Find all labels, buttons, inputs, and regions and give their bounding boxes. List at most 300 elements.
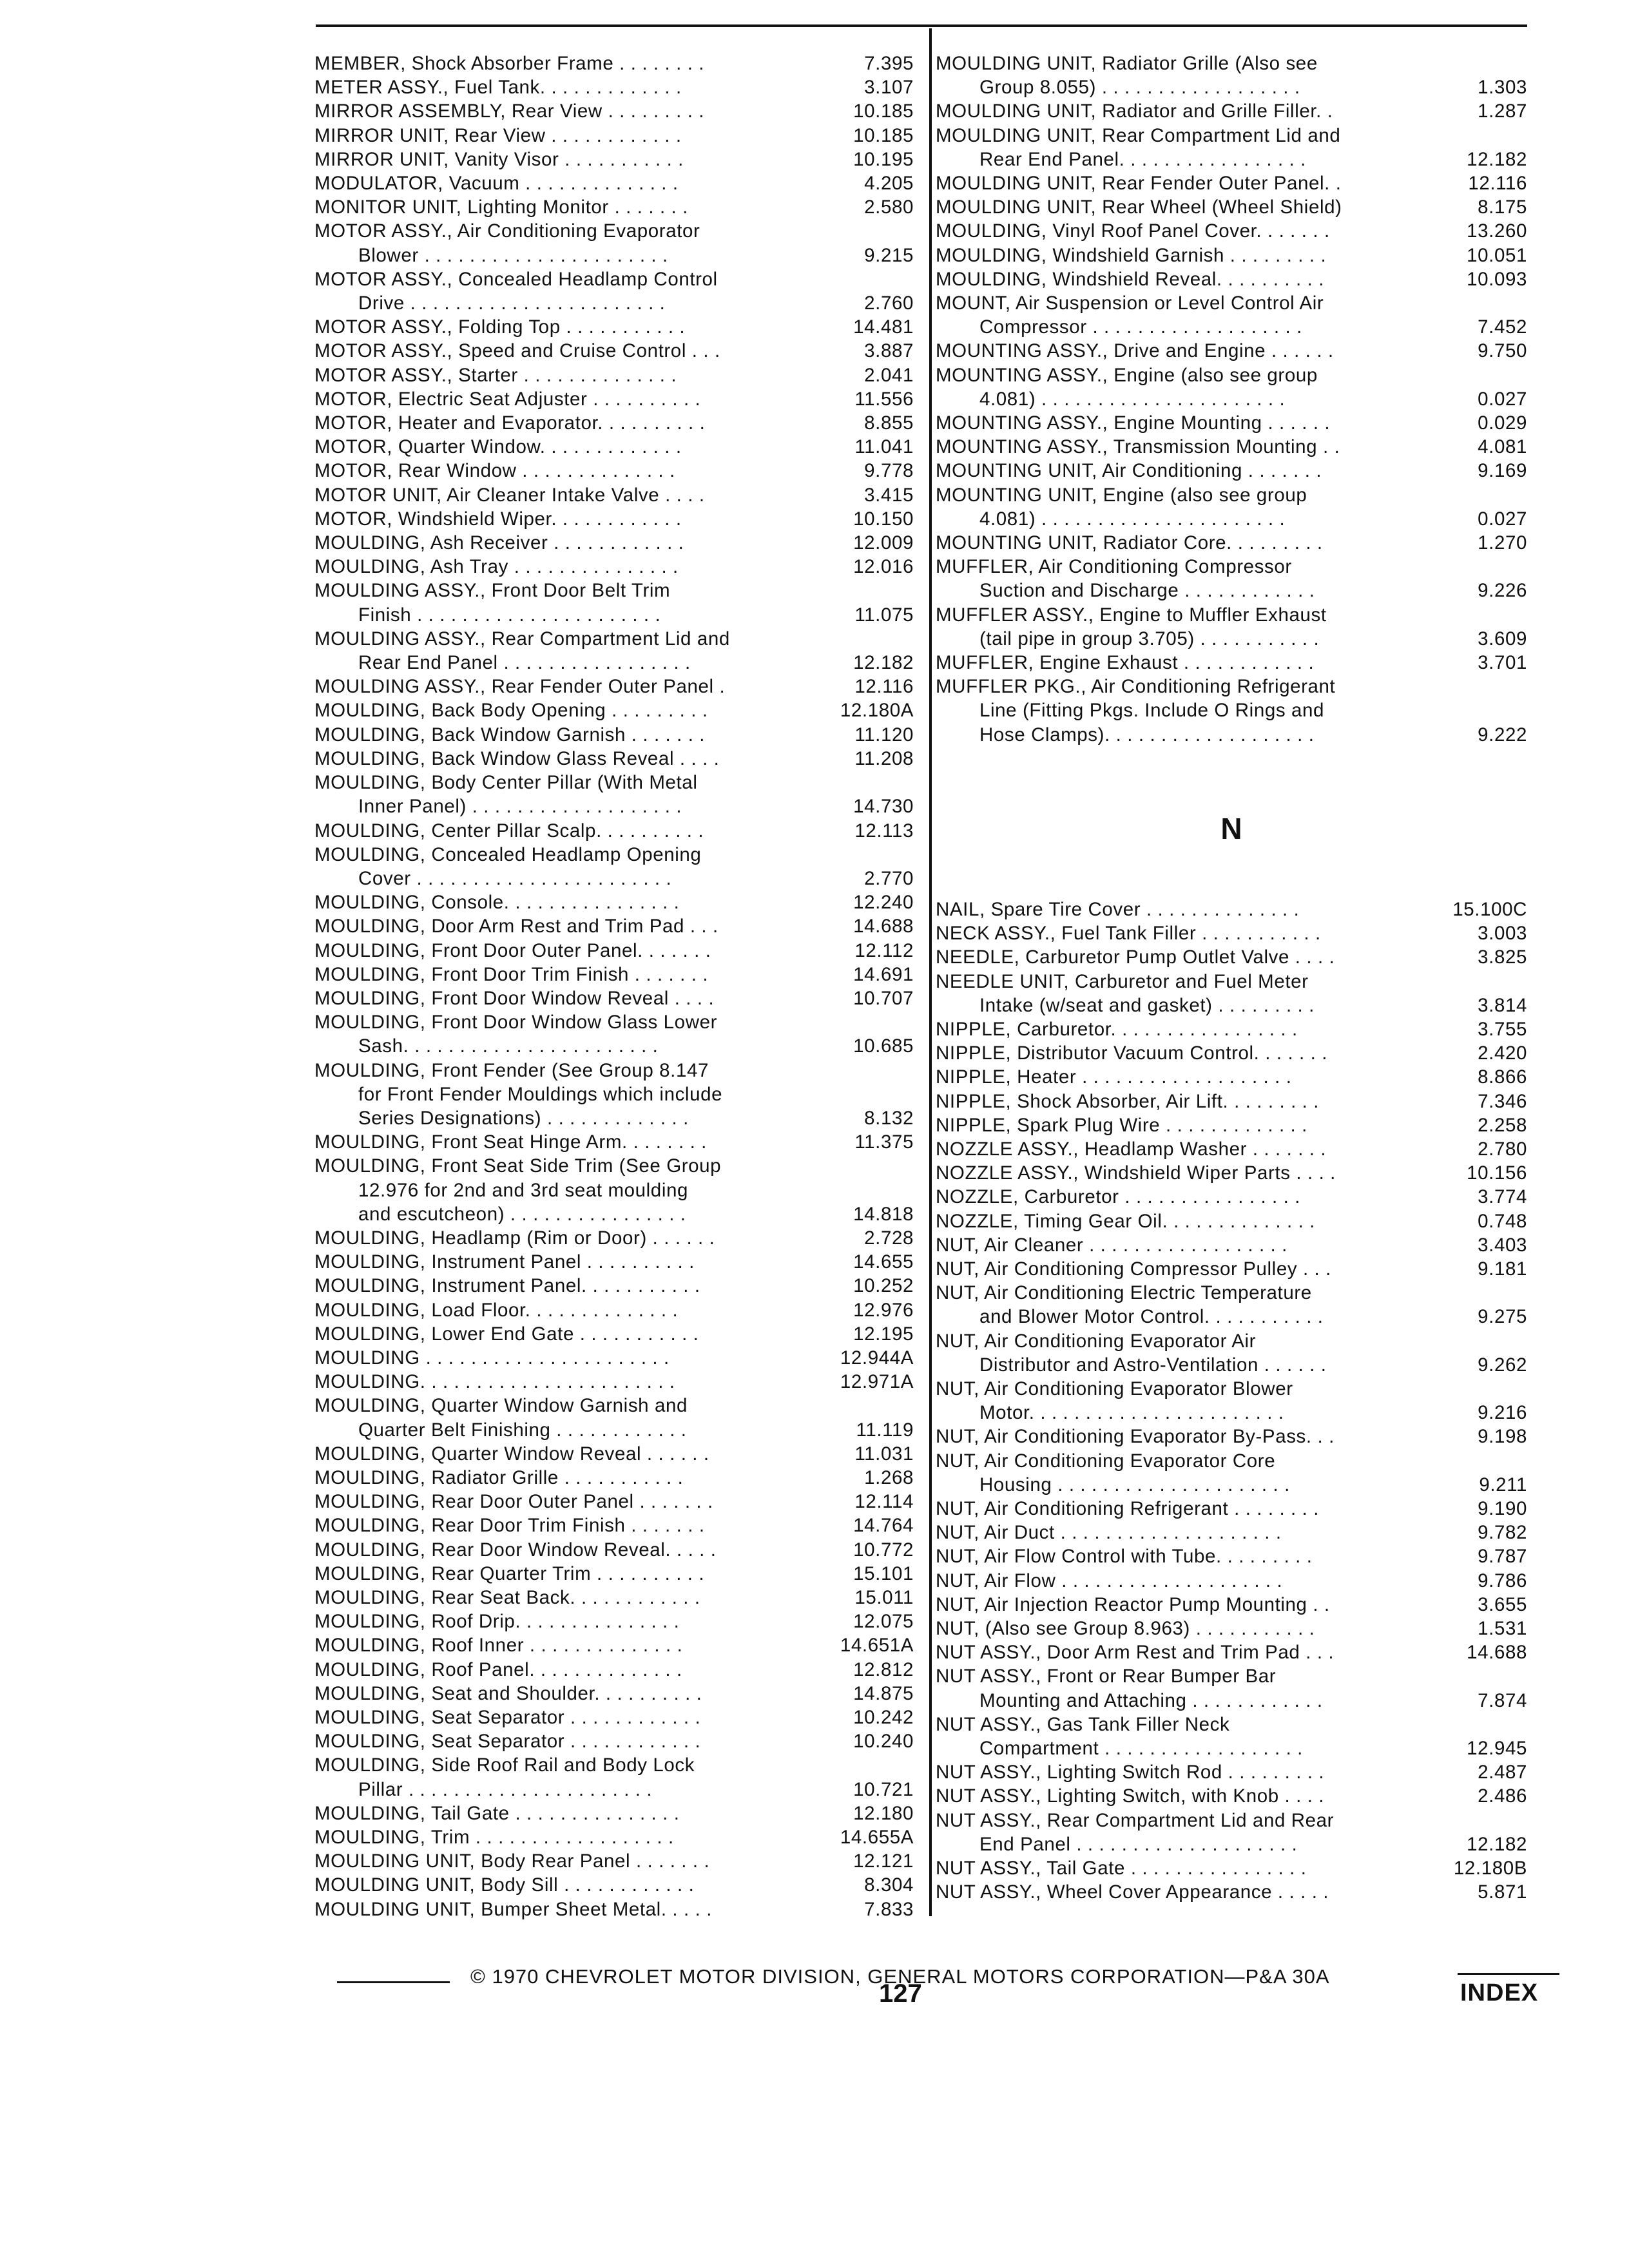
index-entry — [314, 1610, 914, 1633]
entry-description: MOUNTING UNIT, Air Conditioning . . . . . . . — [936, 460, 1322, 482]
entry-group-number: 15.101 — [853, 1562, 914, 1584]
entry-description: MEMBER, Shock Absorber Frame . . . . . . . . — [314, 53, 705, 74]
entry-description: MOULDING, Seat Separator . . . . . . . . . . . . — [314, 1707, 701, 1729]
entry-description: MOULDING ASSY., Rear Compartment Lid and — [314, 628, 730, 649]
entry-group-number: 13.260 — [1467, 220, 1527, 242]
index-entry — [314, 1370, 914, 1394]
entry-group-number: 2.728 — [864, 1227, 914, 1249]
entry-description: MOULDING, Front Seat Side Trim (See Group — [314, 1155, 722, 1177]
entry-group-number: 10.185 — [853, 101, 914, 122]
index-entry — [314, 1346, 914, 1370]
left-column — [314, 52, 914, 1921]
entry-continuation: Drive . . . . . . . . . . . . . . . . . . . . . . . — [358, 293, 666, 314]
entry-group-number: 9.778 — [864, 460, 914, 482]
index-entry — [936, 898, 1527, 921]
entry-description: MOULDING, Ash Tray . . . . . . . . . . . . . . . — [314, 556, 679, 578]
entry-group-number: 10.707 — [853, 987, 914, 1009]
entry-group-number: 4.205 — [864, 173, 914, 195]
index-entry — [936, 267, 1527, 291]
index-entry — [936, 1233, 1527, 1257]
index-entry — [936, 1161, 1527, 1185]
index-entry — [936, 945, 1527, 969]
index-entry — [314, 1154, 914, 1226]
index-entry — [314, 531, 914, 555]
entry-description: MOULDING, Seat and Shoulder. . . . . . . . . . — [314, 1682, 702, 1704]
index-entry — [936, 1593, 1527, 1617]
index-entry — [936, 1329, 1527, 1377]
index-entry — [314, 1802, 914, 1825]
index-entry — [314, 1466, 914, 1490]
entry-description: MOUNTING ASSY., Engine (also see group — [936, 364, 1318, 386]
entry-group-number: 3.774 — [1478, 1186, 1527, 1208]
entry-group-number: 10.150 — [853, 508, 914, 530]
index-entry — [936, 339, 1527, 363]
index-entry — [936, 1809, 1527, 1856]
entry-continuation: Rear End Panel. . . . . . . . . . . . . . . . . — [979, 148, 1306, 170]
entry-description: MOULDING, Back Body Opening . . . . . . . . . — [314, 700, 708, 722]
index-entry — [314, 171, 914, 195]
entry-description: NEEDLE UNIT, Carburetor and Fuel Meter — [936, 970, 1309, 992]
entry-continuation: Mounting and Attaching . . . . . . . . . . . . — [979, 1689, 1323, 1711]
entry-description: NIPPLE, Heater . . . . . . . . . . . . . . . . . . . — [936, 1066, 1292, 1088]
entry-description: MOULDING, Instrument Panel . . . . . . . . . . — [314, 1251, 695, 1273]
index-entry — [314, 1825, 914, 1849]
entry-description: NUT, Air Conditioning Evaporator Blower — [936, 1378, 1293, 1399]
index-entry — [314, 723, 914, 747]
entry-description: MOUNTING ASSY., Drive and Engine . . . . . . — [936, 340, 1334, 362]
entry-description: NUT ASSY., Tail Gate . . . . . . . . . . . . . . . . — [936, 1858, 1307, 1879]
entry-group-number: 14.730 — [853, 796, 914, 818]
entry-group-number: 10.721 — [853, 1778, 914, 1800]
entry-group-number: 3.887 — [864, 340, 914, 362]
index-entry — [314, 1514, 914, 1537]
entry-group-number: 15.100C — [1452, 898, 1527, 920]
entry-description: MOULDING, Quarter Window Reveal . . . . . . — [314, 1443, 709, 1465]
footer-rule-right — [1458, 1973, 1559, 1975]
entry-description: MUFFLER PKG., Air Conditioning Refrigerant — [936, 676, 1336, 698]
entry-description: MOULDING, Back Window Garnish . . . . . . . — [314, 724, 706, 745]
index-entry — [314, 52, 914, 75]
entry-description: MOULDING, Trim . . . . . . . . . . . . . . . . . . — [314, 1827, 674, 1849]
entry-description: NIPPLE, Distributor Vacuum Control. . . . . . . — [936, 1043, 1328, 1064]
entry-group-number: 12.180A — [840, 700, 914, 722]
entry-group-number: 14.688 — [1467, 1642, 1527, 1664]
entry-description: MOTOR ASSY., Folding Top . . . . . . . . . . . — [314, 316, 686, 338]
index-entry — [314, 555, 914, 579]
entry-description: MOULDING, Body Center Pillar (With Metal — [314, 772, 698, 794]
entry-group-number: 14.875 — [853, 1682, 914, 1704]
entry-group-number: 12.116 — [854, 676, 914, 698]
entry-group-number: 12.075 — [853, 1611, 914, 1633]
entry-group-number: 1.287 — [1478, 101, 1527, 122]
entry-description: MOULDING, Quarter Window Garnish and — [314, 1395, 688, 1417]
entry-group-number: 12.114 — [854, 1491, 914, 1513]
entry-description: MOTOR, Quarter Window. . . . . . . . . . . . . — [314, 436, 682, 458]
index-entry — [314, 1274, 914, 1298]
entry-group-number: 9.275 — [1478, 1306, 1527, 1328]
entry-group-number: 0.029 — [1478, 412, 1527, 434]
index-entry — [314, 1562, 914, 1586]
index-entry — [314, 627, 914, 675]
index-entry — [314, 1753, 914, 1801]
entry-group-number: 10.685 — [853, 1035, 914, 1057]
entry-description: MOUNTING ASSY., Engine Mounting . . . . . . — [936, 412, 1331, 434]
entry-group-number: 7.452 — [1478, 316, 1527, 338]
index-entry — [314, 315, 914, 339]
entry-description: MOULDING ASSY., Front Door Belt Trim — [314, 580, 671, 602]
entry-description: MOULDING, Roof Inner . . . . . . . . . . . . . . — [314, 1635, 683, 1657]
entry-description: NUT ASSY., Lighting Switch Rod . . . . . . . . . — [936, 1762, 1325, 1783]
entry-group-number: 12.240 — [853, 892, 914, 914]
index-entry — [936, 1784, 1527, 1808]
entry-group-number: 12.945 — [1467, 1738, 1527, 1759]
entry-description: MOULDING, Back Window Glass Reveal . . . . — [314, 747, 720, 769]
index-entry — [936, 1664, 1527, 1712]
index-entry — [936, 1425, 1527, 1448]
entry-description: MOULDING, Headlamp (Rim or Door) . . . . . . — [314, 1227, 715, 1249]
index-entry — [314, 963, 914, 986]
entry-group-number: 1.268 — [864, 1466, 914, 1488]
entry-group-number: 10.195 — [853, 148, 914, 170]
footer-rule-left — [337, 1981, 450, 1983]
entry-description: MOULDING, Windshield Garnish . . . . . . . . . — [936, 244, 1327, 266]
entry-description: NOZZLE, Timing Gear Oil. . . . . . . . . . . . . . — [936, 1210, 1315, 1232]
entry-continuation: Series Designations) . . . . . . . . . . . . . — [358, 1107, 689, 1129]
index-entry — [936, 459, 1527, 483]
entry-continuation: (tail pipe in group 3.705) . . . . . . . . . . . — [979, 628, 1320, 649]
entry-description: NUT, Air Conditioning Electric Temperature — [936, 1282, 1312, 1304]
entry-group-number: 9.750 — [1478, 340, 1527, 362]
entry-description: NUT ASSY., Door Arm Rest and Trim Pad . . . — [936, 1642, 1335, 1664]
entry-group-number: 8.175 — [1478, 197, 1527, 218]
index-entry — [314, 411, 914, 435]
index-entry — [936, 1065, 1527, 1089]
entry-group-number: 12.182 — [853, 652, 914, 674]
entry-continuation: for Front Fender Mouldings which include — [358, 1083, 723, 1105]
footer-copyright: © 1970 CHEVROLET MOTOR DIVISION, GENERAL MOTORS CORPORATION—P&A 30A — [470, 1965, 1330, 1988]
entry-description: NUT, Air Cleaner . . . . . . . . . . . . . . . . . . — [936, 1234, 1287, 1256]
index-entry — [314, 459, 914, 483]
index-entry — [314, 1442, 914, 1466]
entry-description: NUT, Air Conditioning Compressor Pulley . . . — [936, 1258, 1331, 1280]
entry-group-number: 10.240 — [853, 1731, 914, 1753]
entry-continuation: Compressor . . . . . . . . . . . . . . . . . . . — [979, 316, 1302, 338]
entry-continuation: and Blower Motor Control. . . . . . . . . . . — [979, 1306, 1324, 1328]
index-entry — [314, 363, 914, 387]
entry-continuation: Rear End Panel . . . . . . . . . . . . . . . . . — [358, 652, 691, 674]
index-entry — [314, 195, 914, 219]
index-entry — [314, 1849, 914, 1873]
entry-continuation: Quarter Belt Finishing . . . . . . . . . . . . — [358, 1419, 687, 1441]
entry-group-number: 2.041 — [864, 364, 914, 386]
entry-description: MOTOR, Heater and Evaporator. . . . . . . . . . — [314, 412, 706, 434]
entry-group-number: 10.093 — [1467, 268, 1527, 290]
entry-description: MOULDING UNIT, Body Sill . . . . . . . . . . . . — [314, 1874, 695, 1896]
entry-group-number: 3.755 — [1478, 1018, 1527, 1040]
index-entry — [936, 1137, 1527, 1161]
index-entry — [314, 435, 914, 459]
index-entry — [936, 363, 1527, 411]
index-entry — [936, 1856, 1527, 1880]
entry-group-number: 3.814 — [1478, 994, 1527, 1016]
entry-group-number: 12.113 — [854, 820, 914, 841]
entry-group-number: 12.180 — [853, 1802, 914, 1824]
entry-description: MOULDING, Door Arm Rest and Trim Pad . . . — [314, 916, 718, 937]
entry-group-number: 12.180B — [1453, 1858, 1527, 1879]
index-entry — [314, 99, 914, 123]
index-entry — [936, 1449, 1527, 1497]
index-entry — [314, 1873, 914, 1897]
entry-group-number: 14.764 — [853, 1515, 914, 1537]
index-entry — [936, 531, 1527, 555]
entry-group-number: 3.825 — [1478, 947, 1527, 968]
index-entry — [314, 771, 914, 818]
index-entry — [936, 1257, 1527, 1281]
index-entry — [314, 1706, 914, 1729]
entry-group-number: 7.874 — [1478, 1689, 1527, 1711]
index-entry — [936, 1497, 1527, 1521]
entry-group-number: 10.156 — [1467, 1162, 1527, 1184]
m-entries — [936, 52, 1527, 747]
entry-description: MOULDING, Front Fender (See Group 8.147 — [314, 1059, 709, 1081]
entry-group-number: 7.346 — [1478, 1090, 1527, 1112]
entry-description: MUFFLER ASSY., Engine to Muffler Exhaust — [936, 604, 1327, 626]
entry-continuation: Pillar . . . . . . . . . . . . . . . . . . . . . . — [358, 1778, 653, 1800]
entry-description: MOTOR ASSY., Concealed Headlamp Control — [314, 268, 718, 290]
entry-description: MOTOR ASSY., Speed and Cruise Control . . . — [314, 340, 720, 362]
entry-group-number: 9.787 — [1478, 1546, 1527, 1568]
entry-description: NUT, Air Flow . . . . . . . . . . . . . . . . . . . . — [936, 1570, 1283, 1591]
entry-description: MOULDING ASSY., Rear Fender Outer Panel . — [314, 676, 726, 698]
entry-group-number: 5.871 — [1478, 1881, 1527, 1903]
column-divider — [929, 28, 932, 1916]
index-entry — [314, 507, 914, 531]
entry-description: NOZZLE ASSY., Headlamp Washer . . . . . . . — [936, 1138, 1327, 1160]
entry-continuation: Group 8.055) . . . . . . . . . . . . . . . . . . — [979, 77, 1300, 99]
right-column — [936, 52, 1527, 1904]
index-entry — [314, 1322, 914, 1346]
entry-description: MOULDING UNIT, Body Rear Panel . . . . . . . — [314, 1850, 710, 1872]
entry-description: NUT ASSY., Front or Rear Bumper Bar — [936, 1666, 1277, 1687]
index-entry — [314, 1586, 914, 1610]
entry-group-number: 3.403 — [1478, 1234, 1527, 1256]
entry-description: NUT ASSY., Lighting Switch, with Knob . . . . — [936, 1785, 1325, 1807]
entry-group-number: 0.027 — [1478, 388, 1527, 410]
entry-group-number: 14.655A — [840, 1827, 914, 1849]
entry-group-number: 12.976 — [853, 1299, 914, 1321]
entry-group-number: 9.786 — [1478, 1570, 1527, 1591]
entry-continuation: Suction and Discharge . . . . . . . . . . . . — [979, 580, 1315, 602]
index-entry — [936, 1017, 1527, 1041]
entry-continuation: Motor. . . . . . . . . . . . . . . . . . . . . . . — [979, 1402, 1284, 1424]
entry-description: NUT, Air Duct . . . . . . . . . . . . . . . . . . . . — [936, 1522, 1282, 1544]
index-entry — [314, 890, 914, 914]
entry-continuation: Distributor and Astro-Ventilation . . . . . . — [979, 1354, 1327, 1376]
entry-group-number: 12.121 — [853, 1850, 914, 1872]
entry-description: MOULDING UNIT, Rear Compartment Lid and — [936, 124, 1341, 146]
index-entry — [936, 291, 1527, 339]
entry-description: MOULDING, Tail Gate . . . . . . . . . . . . . . . — [314, 1802, 680, 1824]
entry-description: MOTOR, Rear Window . . . . . . . . . . . . . . — [314, 460, 675, 482]
entry-group-number: 7.833 — [864, 1898, 914, 1920]
index-entry — [936, 603, 1527, 651]
entry-group-number: 9.226 — [1478, 580, 1527, 602]
entry-continuation: 4.081) . . . . . . . . . . . . . . . . . . . . . . — [979, 388, 1286, 410]
entry-continuation: End Panel . . . . . . . . . . . . . . . . . . . . — [979, 1833, 1298, 1855]
entry-group-number: 2.780 — [1478, 1138, 1527, 1160]
entry-group-number: 2.258 — [1478, 1114, 1527, 1136]
entry-group-number: 12.116 — [1468, 173, 1527, 195]
entry-description: MOTOR ASSY., Air Conditioning Evaporator — [314, 220, 700, 242]
entry-group-number: 1.270 — [1478, 532, 1527, 554]
index-entry — [936, 1090, 1527, 1113]
index-entry — [936, 219, 1527, 243]
entry-description: MOULDING, Roof Panel. . . . . . . . . . . . . . — [314, 1658, 682, 1680]
index-entry — [314, 675, 914, 698]
entry-description: NUT, Air Conditioning Evaporator Air — [936, 1330, 1257, 1352]
entry-group-number: 0.027 — [1478, 508, 1527, 530]
entry-description: MIRROR ASSEMBLY, Rear View . . . . . . . . . — [314, 101, 705, 122]
index-entry — [936, 195, 1527, 219]
entry-group-number: 2.760 — [864, 293, 914, 314]
entry-group-number: 2.486 — [1478, 1785, 1527, 1807]
entry-group-number: 10.185 — [853, 124, 914, 146]
index-entry — [936, 555, 1527, 602]
entry-group-number: 10.772 — [853, 1539, 914, 1561]
index-entry — [936, 651, 1527, 675]
index-entry — [936, 1640, 1527, 1664]
entry-group-number: 12.944A — [840, 1347, 914, 1369]
entry-group-number: 0.748 — [1478, 1210, 1527, 1232]
index-entry — [314, 75, 914, 99]
entry-description: MOULDING, Front Seat Hinge Arm. . . . . . . . — [314, 1131, 707, 1153]
index-entry — [936, 1617, 1527, 1640]
index-entry — [314, 1059, 914, 1131]
entry-group-number: 9.215 — [864, 244, 914, 266]
index-entry — [314, 1538, 914, 1562]
index-entry — [314, 986, 914, 1010]
entry-group-number: 9.216 — [1478, 1402, 1527, 1424]
entry-description: MIRROR UNIT, Rear View . . . . . . . . . . . . — [314, 124, 682, 146]
entry-description: NUT, Air Flow Control with Tube. . . . . . . . . — [936, 1546, 1313, 1568]
entry-group-number: 9.190 — [1478, 1497, 1527, 1519]
index-entry — [936, 171, 1527, 195]
entry-description: MOULDING, Radiator Grille . . . . . . . . . . . — [314, 1466, 684, 1488]
index-entry — [936, 1041, 1527, 1065]
entry-continuation: 12.976 for 2nd and 3rd seat moulding — [358, 1179, 688, 1201]
entry-group-number: 14.818 — [853, 1203, 914, 1225]
entry-group-number: 9.262 — [1478, 1354, 1527, 1376]
entry-group-number: 7.395 — [864, 53, 914, 74]
entry-group-number: 12.009 — [853, 532, 914, 554]
entry-group-number: 3.415 — [864, 484, 914, 506]
entry-group-number: 11.119 — [856, 1419, 914, 1441]
entry-group-number: 11.041 — [854, 436, 914, 458]
index-entry — [936, 244, 1527, 267]
entry-description: MOTOR, Windshield Wiper. . . . . . . . . . . . — [314, 508, 682, 530]
entry-group-number: 1.303 — [1478, 77, 1527, 99]
entry-description: NECK ASSY., Fuel Tank Filler . . . . . . . . . . . — [936, 923, 1321, 945]
entry-description: MOULDING UNIT, Radiator Grille (Also see — [936, 53, 1318, 74]
entry-description: MOULDING, Front Door Window Glass Lower — [314, 1012, 718, 1033]
entry-group-number: 3.107 — [864, 77, 914, 99]
entry-continuation: Blower . . . . . . . . . . . . . . . . . . . . . . — [358, 244, 668, 266]
entry-group-number: 9.181 — [1478, 1258, 1527, 1280]
entry-description: MOULDING, Roof Drip. . . . . . . . . . . . . . . — [314, 1611, 680, 1633]
index-entry — [936, 1185, 1527, 1209]
entry-description: NUT, (Also see Group 8.963) . . . . . . . . . . . — [936, 1617, 1315, 1639]
entry-group-number: 15.011 — [854, 1587, 914, 1608]
entry-description: MOUNT, Air Suspension or Level Control Air — [936, 293, 1324, 314]
entry-group-number: 2.420 — [1478, 1043, 1527, 1064]
entry-group-number: 12.195 — [853, 1323, 914, 1345]
index-entry — [314, 387, 914, 411]
entry-group-number: 2.580 — [864, 197, 914, 218]
entry-continuation: 4.081) . . . . . . . . . . . . . . . . . . . . . . — [979, 508, 1286, 530]
entry-group-number: 12.812 — [853, 1658, 914, 1680]
entry-description: MOULDING UNIT, Radiator and Grille Filler. . — [936, 101, 1333, 122]
entry-description: MOULDING, Rear Door Outer Panel . . . . . . . — [314, 1491, 713, 1513]
entry-description: MOULDING UNIT, Bumper Sheet Metal. . . . . — [314, 1898, 713, 1920]
entry-group-number: 12.016 — [853, 556, 914, 578]
entry-description: MOULDING, Side Roof Rail and Body Lock — [314, 1754, 695, 1776]
index-entry — [314, 843, 914, 890]
entry-description: MOULDING, Rear Seat Back. . . . . . . . . . . . — [314, 1587, 700, 1608]
entry-group-number: 14.655 — [853, 1251, 914, 1273]
index-entry — [314, 267, 914, 315]
entry-group-number: 9.782 — [1478, 1522, 1527, 1544]
entry-continuation: Inner Panel) . . . . . . . . . . . . . . . . . . . — [358, 796, 682, 818]
index-entry — [314, 1130, 914, 1154]
entry-group-number: 9.169 — [1478, 460, 1527, 482]
entry-description: MIRROR UNIT, Vanity Visor . . . . . . . . . . . — [314, 148, 684, 170]
entry-description: MOULDING, Windshield Reveal. . . . . . . . . . — [936, 268, 1325, 290]
entry-description: MOTOR ASSY., Starter . . . . . . . . . . . . . . — [314, 364, 677, 386]
index-entry — [936, 1113, 1527, 1137]
entry-description: MOULDING. . . . . . . . . . . . . . . . . . . . . . . — [314, 1371, 675, 1393]
entry-description: MOTOR UNIT, Air Cleaner Intake Valve . . . . — [314, 484, 705, 506]
index-entry — [314, 148, 914, 171]
index-entry — [314, 747, 914, 771]
entry-continuation: Sash. . . . . . . . . . . . . . . . . . . . . . . — [358, 1035, 659, 1057]
entry-group-number: 10.252 — [853, 1275, 914, 1297]
index-entry — [314, 339, 914, 363]
entry-description: NIPPLE, Shock Absorber, Air Lift. . . . . . . . . — [936, 1090, 1320, 1112]
entry-group-number: 14.651A — [840, 1635, 914, 1657]
index-entry — [936, 99, 1527, 123]
index-entry — [936, 1209, 1527, 1233]
entry-description: MOULDING, Rear Door Window Reveal. . . . . — [314, 1539, 717, 1561]
entry-group-number: 8.866 — [1478, 1066, 1527, 1088]
entry-description: MOULDING, Instrument Panel. . . . . . . . . . . — [314, 1275, 700, 1297]
entry-description: NOZZLE, Carburetor . . . . . . . . . . . . . . . . — [936, 1186, 1301, 1208]
index-entry — [936, 1760, 1527, 1784]
section-letter-n: N — [1220, 811, 1242, 845]
index-entry — [314, 939, 914, 963]
entry-group-number: 2.487 — [1478, 1762, 1527, 1783]
entry-description: MOULDING, Rear Quarter Trim . . . . . . . . . . — [314, 1562, 705, 1584]
entry-continuation: Finish . . . . . . . . . . . . . . . . . . . . . . — [358, 604, 661, 626]
entry-group-number: 11.375 — [854, 1131, 914, 1153]
index-entry — [936, 1544, 1527, 1568]
entry-description: NUT, Air Conditioning Refrigerant . . . . . . . . — [936, 1497, 1320, 1519]
entry-description: MOULDING UNIT, Rear Fender Outer Panel. . — [936, 173, 1342, 195]
entry-continuation: Cover . . . . . . . . . . . . . . . . . . . . . . . — [358, 867, 672, 889]
entry-description: METER ASSY., Fuel Tank. . . . . . . . . . . . . — [314, 77, 682, 99]
entry-group-number: 12.112 — [854, 939, 914, 961]
entry-continuation: Housing . . . . . . . . . . . . . . . . . . . . . — [979, 1474, 1290, 1495]
entry-description: MOULDING, Ash Receiver . . . . . . . . . . . . — [314, 532, 684, 554]
